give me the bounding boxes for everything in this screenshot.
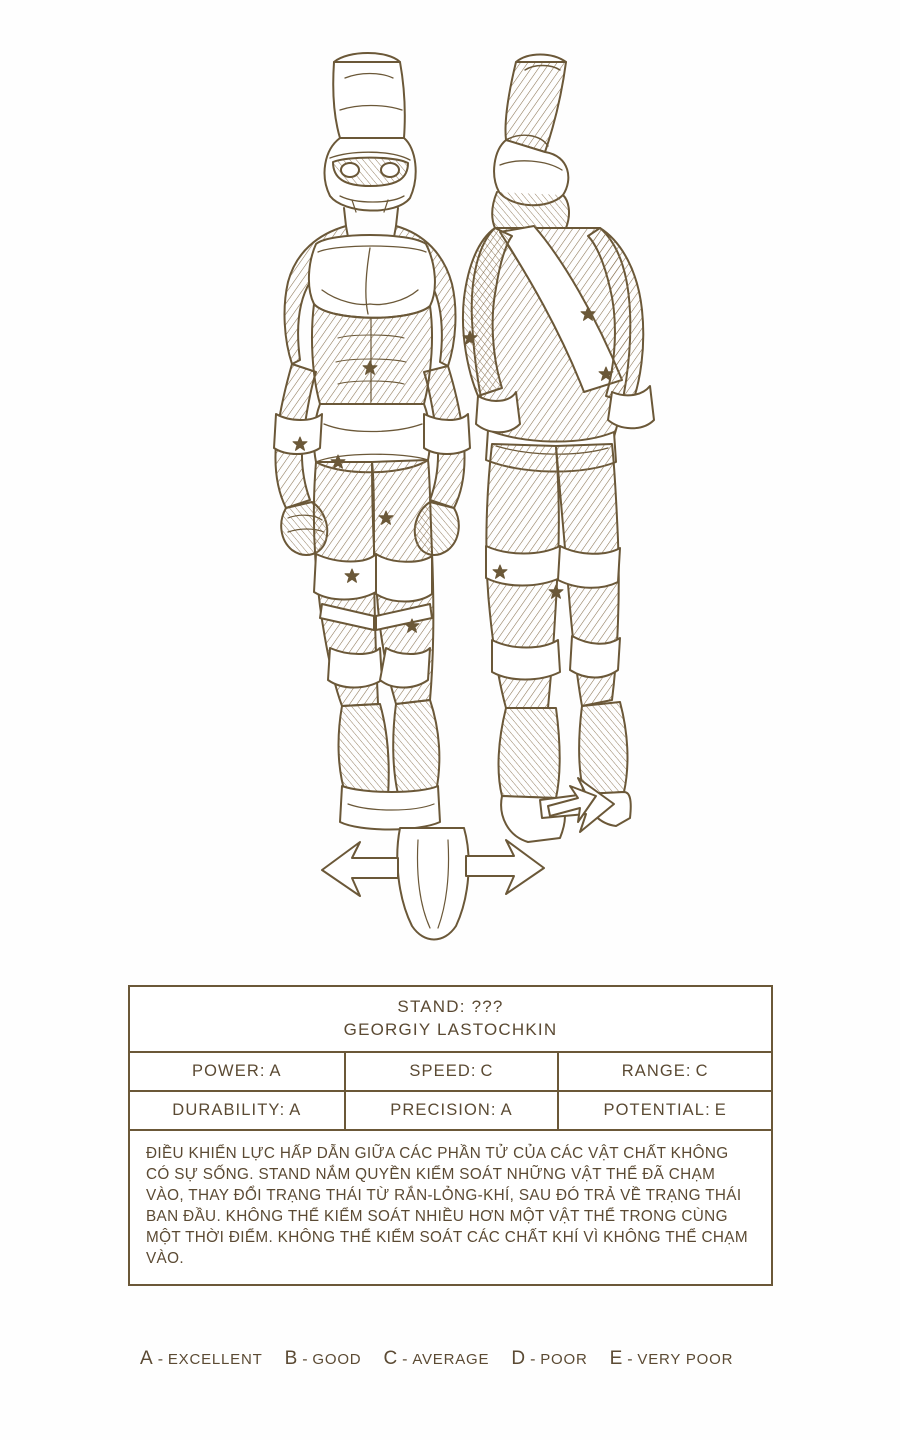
stat-row-1: [130, 1053, 771, 1092]
stat-speed: [344, 1053, 558, 1090]
legend-meaning-c: AVERAGE: [412, 1351, 490, 1368]
legend-meaning-e: VERY POOR: [637, 1351, 734, 1368]
card-header: [130, 987, 771, 1053]
stat-potential: [557, 1092, 771, 1129]
stand-user-name: GEORGIY LASTOCHKIN: [343, 1019, 558, 1039]
description-text: ĐIỀU KHIỂN LỰC HẤP DẪN GIỮA CÁC PHẦN TỬ CỦA CÁC VẬT CHẤT KHÔNG CÓ SỰ SỐNG. STAND NẮM QUYỀN KIỂM SOÁT NHỮNG VẬT THỂ ĐÃ CHẠM VÀO, THAY ĐỔI TRẠNG THÁI TỪ RẮN-LỎNG-KHÍ, SAU ĐÓ TRẢ VỀ TRẠNG THÁI BAN ĐẦU. KHÔNG THỂ KIỂM SOÁT NHIỀU HƠN MỘT VẬT THỂ TRONG CÙNG MỘT THỜI ĐIỂM. KHÔNG THỂ KIỂM SOÁT CÁC CHẤT KHÍ VÌ KHÔNG THỂ CHẠM VÀO.: [146, 1144, 748, 1268]
stat-row-2: [130, 1092, 771, 1131]
stand-ability-description: [130, 1131, 771, 1284]
legend-meaning-a: EXCELLENT: [167, 1351, 263, 1368]
stat-power-label: POWER:: [192, 1061, 266, 1080]
legend-dash-d: -: [530, 1351, 537, 1368]
stat-durability-label: DURABILITY:: [172, 1100, 286, 1119]
legend-item-a: [140, 1348, 263, 1370]
stat-range-label: RANGE:: [621, 1061, 692, 1080]
stat-power: [130, 1053, 344, 1090]
legend-grade-b: B: [284, 1348, 299, 1369]
stat-speed-value: C: [480, 1061, 494, 1080]
legend-meaning-d: POOR: [540, 1351, 588, 1368]
stand-name: STAND: ???: [397, 997, 504, 1016]
stat-power-value: A: [269, 1061, 282, 1080]
legend-meaning-b: GOOD: [312, 1351, 362, 1368]
stat-range-value: C: [695, 1061, 709, 1080]
stat-precision-value: A: [500, 1100, 513, 1119]
stat-potential-value: E: [714, 1100, 727, 1119]
legend-grade-e: E: [609, 1348, 624, 1369]
stat-speed-label: SPEED:: [409, 1061, 477, 1080]
stat-durability-value: A: [289, 1100, 302, 1119]
legend-grade-c: C: [383, 1348, 399, 1369]
legend-grade-d: D: [511, 1348, 527, 1369]
legend-item-d: [511, 1348, 587, 1370]
stand-stat-card: [128, 985, 773, 1286]
grade-legend: [140, 1348, 820, 1370]
stat-range: [557, 1053, 771, 1090]
stat-precision-label: PRECISION:: [390, 1100, 497, 1119]
stat-durability: [130, 1092, 344, 1129]
legend-grade-a: A: [140, 1348, 154, 1369]
legend-item-e: [610, 1348, 734, 1370]
stat-precision: [344, 1092, 558, 1129]
legend-dash-b: -: [302, 1351, 309, 1368]
legend-dash-e: -: [627, 1351, 634, 1368]
legend-dash-c: -: [402, 1351, 409, 1368]
legend-item-c: [383, 1348, 489, 1370]
stat-potential-label: POTENTIAL:: [603, 1100, 711, 1119]
legend-item-b: [285, 1348, 362, 1370]
legend-dash-a: -: [157, 1351, 164, 1368]
